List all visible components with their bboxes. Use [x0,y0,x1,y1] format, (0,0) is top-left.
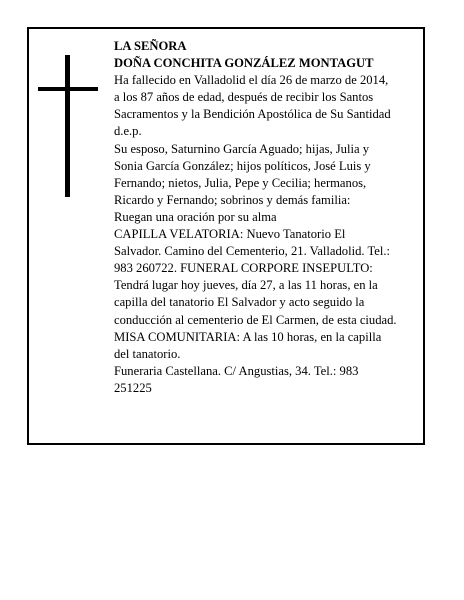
cross-vertical-bar [65,55,70,197]
notice-body-line: 251225 [114,380,152,395]
notice-body-line: Tendrá lugar hoy jueves, día 27, a las 11 horas, en la [114,278,378,293]
notice-body-line: conducción al cementerio de El Carmen, de esta ciudad. [114,312,397,327]
notice-body-line: Funeraria Castellana. C/ Angustias, 34. Tel.: 983 [114,363,359,378]
obituary-text [114,38,420,397]
notice-title-line: LA SEÑORA [114,39,187,53]
notice-body-line: Fernando; nietos, Julia, Pepe y Cecilia; hermanos, [114,175,367,190]
notice-body-line: MISA COMUNITARIA: A las 10 horas, en la capilla [114,329,382,344]
notice-body-line: capilla del tanatorio El Salvador y acto seguido la [114,295,365,310]
notice-body-line: Ricardo y Fernando; sobrinos y demás familia: [114,192,351,207]
notice-body-line: Ha fallecido en Valladolid el día 26 de marzo de 2014, [114,73,389,88]
notice-body-line: Salvador. Camino del Cementerio, 21. Valladolid. Tel.: [114,244,391,259]
notice-body-line: Sonia García González; hijos políticos, José Luis y [114,158,371,173]
cross-horizontal-bar [38,87,98,91]
latin-cross-icon [38,55,98,197]
notice-body-line: Sacramentos y la Bendición Apostólica de Su Santidad [114,107,391,122]
notice-body-line: d.e.p. [114,124,142,139]
notice-body-line: Ruegan una oración por su alma [114,209,277,224]
notice-body-line: a los 87 años de edad, después de recibir los Santos [114,90,374,105]
notice-body-line: del tanatorio. [114,346,181,361]
notice-body-line: 983 260722. FUNERAL CORPORE INSEPULTO: [114,261,373,276]
notice-body-line: Su esposo, Saturnino García Aguado; hijas, Julia y [114,141,369,156]
notice-body-line: CAPILLA VELATORIA: Nuevo Tanatorio El [114,227,346,242]
deceased-name: DOÑA CONCHITA GONZÁLEZ MONTAGUT [114,56,374,71]
